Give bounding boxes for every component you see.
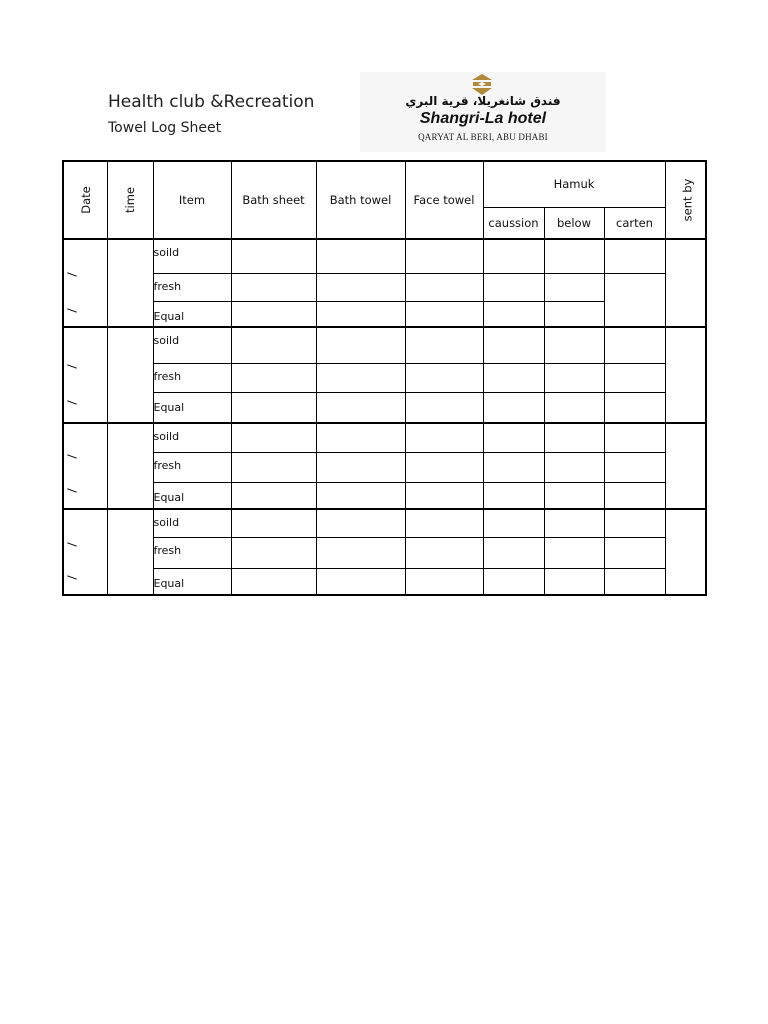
caussion-cell[interactable]	[483, 423, 544, 452]
bath-towel-cell[interactable]	[316, 392, 405, 423]
bath-towel-cell[interactable]	[316, 537, 405, 568]
bath-towel-cell[interactable]	[316, 273, 405, 301]
col-header-hamuk: Hamuk	[483, 161, 665, 207]
towel-log-table	[62, 160, 707, 596]
row-label-soild: soild	[153, 423, 231, 452]
col-header-sent-by: sent by	[665, 161, 706, 239]
col-header-bath-sheet: Bath sheet	[231, 161, 316, 239]
below-cell[interactable]	[544, 482, 604, 509]
below-cell[interactable]	[544, 301, 604, 327]
below-cell[interactable]	[544, 363, 604, 392]
date-cell[interactable]	[63, 423, 107, 509]
table-row	[63, 392, 706, 423]
bath-sheet-cell[interactable]	[231, 568, 316, 595]
date-cell[interactable]	[63, 239, 107, 327]
sent-by-cell[interactable]	[665, 239, 706, 327]
col-header-date: Date	[63, 161, 107, 239]
table-row	[63, 452, 706, 482]
row-label-soild: soild	[153, 239, 231, 273]
row-label-equal: Equal	[153, 568, 231, 595]
bath-towel-cell[interactable]	[316, 327, 405, 363]
sent-by-cell[interactable]	[665, 509, 706, 595]
face-towel-cell[interactable]	[405, 363, 483, 392]
table-row	[63, 239, 706, 273]
face-towel-cell[interactable]	[405, 452, 483, 482]
bath-towel-cell[interactable]	[316, 239, 405, 273]
bath-towel-cell[interactable]	[316, 509, 405, 537]
bath-sheet-cell[interactable]	[231, 452, 316, 482]
bath-towel-cell[interactable]	[316, 363, 405, 392]
row-label-soild: soild	[153, 327, 231, 363]
carten-cell[interactable]	[604, 327, 665, 363]
page-title: Health club &Recreation	[108, 92, 315, 112]
row-label-equal: Equal	[153, 301, 231, 327]
bath-sheet-cell[interactable]	[231, 423, 316, 452]
time-cell[interactable]	[107, 239, 153, 327]
carten-cell[interactable]	[604, 568, 665, 595]
time-cell[interactable]	[107, 327, 153, 423]
col-header-below: below	[544, 207, 604, 239]
col-header-carten: carten	[604, 207, 665, 239]
caussion-cell[interactable]	[483, 482, 544, 509]
below-cell[interactable]	[544, 509, 604, 537]
below-cell[interactable]	[544, 452, 604, 482]
bath-towel-cell[interactable]	[316, 423, 405, 452]
face-towel-cell[interactable]	[405, 568, 483, 595]
face-towel-cell[interactable]	[405, 509, 483, 537]
caussion-cell[interactable]	[483, 509, 544, 537]
caussion-cell[interactable]	[483, 452, 544, 482]
face-towel-cell[interactable]	[405, 423, 483, 452]
caussion-cell[interactable]	[483, 568, 544, 595]
bath-sheet-cell[interactable]	[231, 327, 316, 363]
caussion-cell[interactable]	[483, 537, 544, 568]
date-cell[interactable]	[63, 327, 107, 423]
sent-by-cell[interactable]	[665, 423, 706, 509]
bath-sheet-cell[interactable]	[231, 392, 316, 423]
sent-by-cell[interactable]	[665, 327, 706, 423]
logo-location: QARYAT AL BERI, ABU DHABI	[418, 132, 548, 142]
below-cell[interactable]	[544, 239, 604, 273]
bath-towel-cell[interactable]	[316, 568, 405, 595]
table-row	[63, 482, 706, 509]
carten-cell[interactable]	[604, 239, 665, 273]
row-label-fresh: fresh	[153, 273, 231, 301]
face-towel-cell[interactable]	[405, 239, 483, 273]
below-cell[interactable]	[544, 392, 604, 423]
bath-towel-cell[interactable]	[316, 452, 405, 482]
page-subtitle: Towel Log Sheet	[108, 120, 222, 136]
col-header-caussion: caussion	[483, 207, 544, 239]
caussion-cell[interactable]	[483, 239, 544, 273]
table-row	[63, 537, 706, 568]
face-towel-cell[interactable]	[405, 301, 483, 327]
face-towel-cell[interactable]	[405, 482, 483, 509]
row-label-equal: Equal	[153, 392, 231, 423]
carten-cell[interactable]	[604, 482, 665, 509]
below-cell[interactable]	[544, 568, 604, 595]
row-label-soild: soild	[153, 509, 231, 537]
bath-sheet-cell[interactable]	[231, 239, 316, 273]
below-cell[interactable]	[544, 327, 604, 363]
carten-cell[interactable]	[604, 537, 665, 568]
row-label-fresh: fresh	[153, 537, 231, 568]
col-header-item: Item	[153, 161, 231, 239]
table-row	[63, 509, 706, 537]
carten-cell[interactable]	[604, 273, 665, 327]
carten-cell[interactable]	[604, 423, 665, 452]
logo-arabic-text: فندق شانغريلا، قرية البري	[405, 94, 561, 108]
date-cell[interactable]	[63, 509, 107, 595]
face-towel-cell[interactable]	[405, 537, 483, 568]
row-label-fresh: fresh	[153, 452, 231, 482]
col-header-face-towel: Face towel	[405, 161, 483, 239]
below-cell[interactable]	[544, 537, 604, 568]
bath-sheet-cell[interactable]	[231, 301, 316, 327]
bath-sheet-cell[interactable]	[231, 509, 316, 537]
table-row	[63, 273, 706, 301]
hotel-logo	[360, 72, 606, 152]
caussion-cell[interactable]	[483, 363, 544, 392]
caussion-cell[interactable]	[483, 392, 544, 423]
bath-sheet-cell[interactable]	[231, 363, 316, 392]
caussion-cell[interactable]	[483, 301, 544, 327]
table-row	[63, 423, 706, 452]
bath-towel-cell[interactable]	[316, 301, 405, 327]
col-header-time: time	[107, 161, 153, 239]
bath-sheet-cell[interactable]	[231, 482, 316, 509]
face-towel-cell[interactable]	[405, 273, 483, 301]
caussion-cell[interactable]	[483, 273, 544, 301]
carten-cell[interactable]	[604, 363, 665, 392]
bath-sheet-cell[interactable]	[231, 273, 316, 301]
below-cell[interactable]	[544, 423, 604, 452]
row-label-fresh: fresh	[153, 363, 231, 392]
carten-cell[interactable]	[604, 509, 665, 537]
table-row	[63, 568, 706, 595]
below-cell[interactable]	[544, 273, 604, 301]
table-row	[63, 363, 706, 392]
carten-cell[interactable]	[604, 392, 665, 423]
time-cell[interactable]	[107, 423, 153, 509]
time-cell[interactable]	[107, 509, 153, 595]
face-towel-cell[interactable]	[405, 327, 483, 363]
caussion-cell[interactable]	[483, 327, 544, 363]
bath-sheet-cell[interactable]	[231, 537, 316, 568]
row-label-equal: Equal	[153, 482, 231, 509]
bath-towel-cell[interactable]	[316, 482, 405, 509]
table-row	[63, 327, 706, 363]
face-towel-cell[interactable]	[405, 392, 483, 423]
col-header-bath-towel: Bath towel	[316, 161, 405, 239]
logo-hotel-name: Shangri-La hotel	[419, 110, 547, 127]
carten-cell[interactable]	[604, 452, 665, 482]
